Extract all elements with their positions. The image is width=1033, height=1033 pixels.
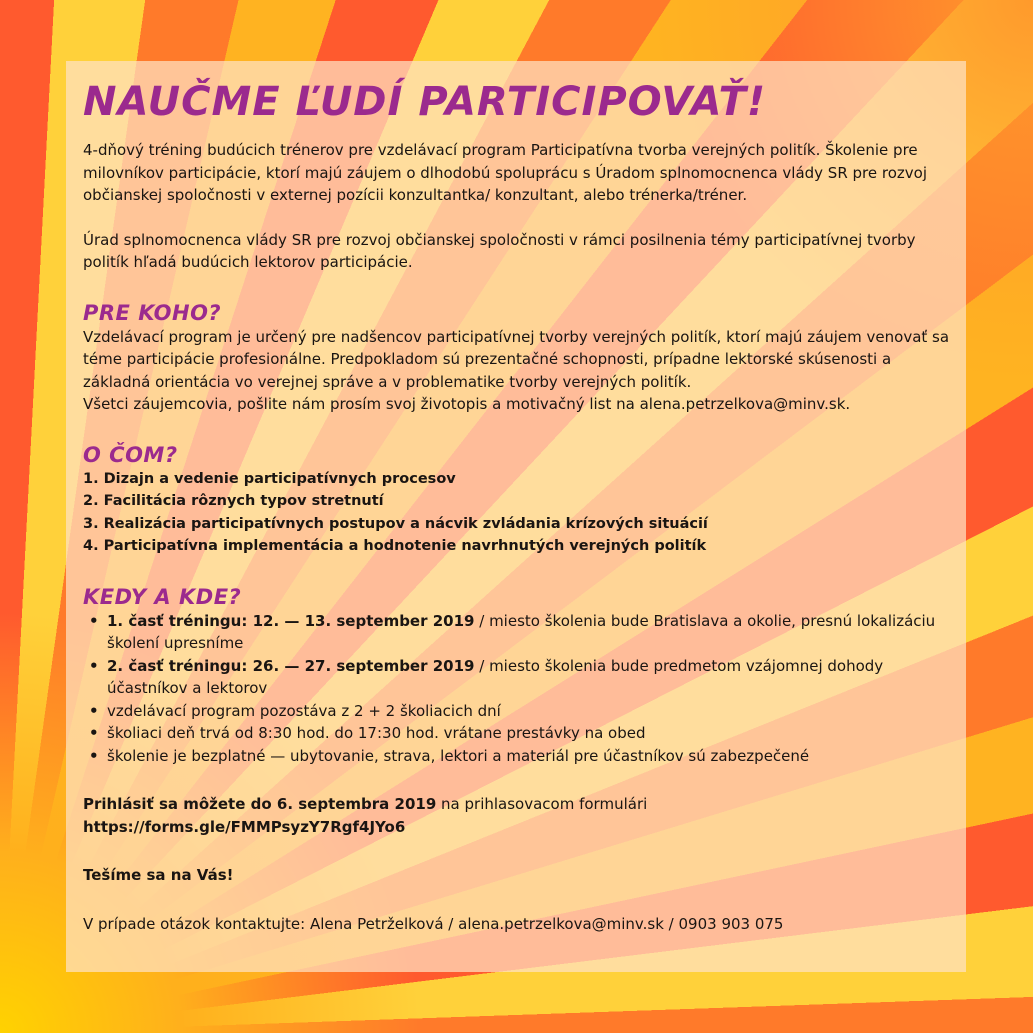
schedule-item-text: / miesto školenia bude Bratislava a okolie, presnú lokalizáciu školení upresníme [107, 611, 936, 652]
for-whom-paragraph-2: Všetci záujemcovia, pošlite nám prosím svoj životopis a motivačný list na alena.petrzelkova@minv.sk. [83, 395, 851, 413]
section-heading-when-where: KEDY A KDE? [83, 584, 242, 609]
list-item [83, 722, 963, 745]
schedule-item-bold: 2. časť tréningu: 26. — 27. september 2019 [107, 656, 475, 675]
list-item [83, 700, 963, 723]
list-item: 3. Realizácia participatívnych postupov a nácvik zvládania krízových situácií [83, 515, 708, 532]
intro-paragraph-2: Úrad splnomocnenca vlády SR pre rozvoj občianskej spoločnosti v rámci posilnenia témy participatívnej tvorby politík hľadá budúcich lektorov participácie. [83, 230, 916, 271]
schedule-item-text: školiaci deň trvá od 8:30 hod. do 17:30 hod. vrátane prestávky na obed [107, 724, 646, 742]
bullet-icon: • [89, 611, 99, 630]
signup-deadline: Prihlásiť sa môžete do 6. septembra 2019 [83, 795, 437, 813]
signup-form-link[interactable]: https://forms.gle/FMMPsyzY7Rgf4JYo6 [83, 817, 406, 836]
schedule-item-text: / miesto školenia bude predmetom vzájomnej dohody účastníkov a lektorov [107, 656, 884, 697]
bullet-icon: • [89, 746, 99, 765]
schedule-item-bold: 1. časť tréningu: 12. — 13. september 2019 [107, 611, 475, 630]
list-item: 4. Participatívna implementácia a hodnotenie navrhnutých verejných politík [83, 538, 707, 554]
contact-line: V prípade otázok kontaktujte: Alena Petrželková / alena.petrzelkova@minv.sk / 0903 903 075 [83, 914, 784, 933]
flyer-content [83, 75, 963, 935]
list-item: 1. Dizajn a vedenie participatívnych procesov [83, 470, 456, 487]
list-item: 2. Facilitácia rôznych typov stretnutí [83, 493, 384, 509]
topics-list [83, 468, 963, 558]
intro-paragraph-1: 4-dňový tréning budúcich trénerov pre vzdelávací program Participatívna tvorba verejných politík. Školenie pre milovníkov participácie, ktorí majú záujem o dlhodobú spoluprácu s Úradom splnomocnenca vlády SR pre rozvoj občianskej spoločnosti v externej pozícii konzultantka/ konzultant, alebo trénerka/tréner. [83, 141, 927, 204]
list-item [83, 610, 963, 655]
signup-text: na prihlasovacom formulári [436, 795, 648, 813]
section-heading-about: O ČOM? [83, 442, 178, 467]
closing-text: Tešíme sa na Vás! [83, 866, 234, 884]
section-heading-for-whom: PRE KOHO? [83, 300, 222, 325]
bullet-icon: • [89, 656, 99, 675]
schedule-item-text: školenie je bezplatné — ubytovanie, strava, lektori a materiál pre účastníkov sú zabezpečené [107, 746, 810, 765]
bullet-icon: • [89, 724, 99, 742]
signup-paragraph [83, 793, 963, 816]
schedule-list [83, 610, 963, 768]
schedule-item-text: vzdelávací program pozostáva z 2 + 2 školiacich dní [107, 701, 501, 720]
list-item [83, 655, 963, 700]
list-item [83, 745, 963, 768]
page-title: NAUČME ĽUDÍ PARTICIPOVAŤ! [83, 79, 767, 125]
for-whom-paragraph-1: Vzdelávací program je určený pre nadšencov participatívnej tvorby verejných politík, ktorí majú záujem venovať sa téme participácie profesionálne. Predpokladom sú prezentačné schopnosti, prípadne lektorské skúsenosti a základná orientácia vo verejnej správe a v problematike tvorby verejných politík. [83, 327, 950, 391]
bullet-icon: • [89, 701, 99, 720]
